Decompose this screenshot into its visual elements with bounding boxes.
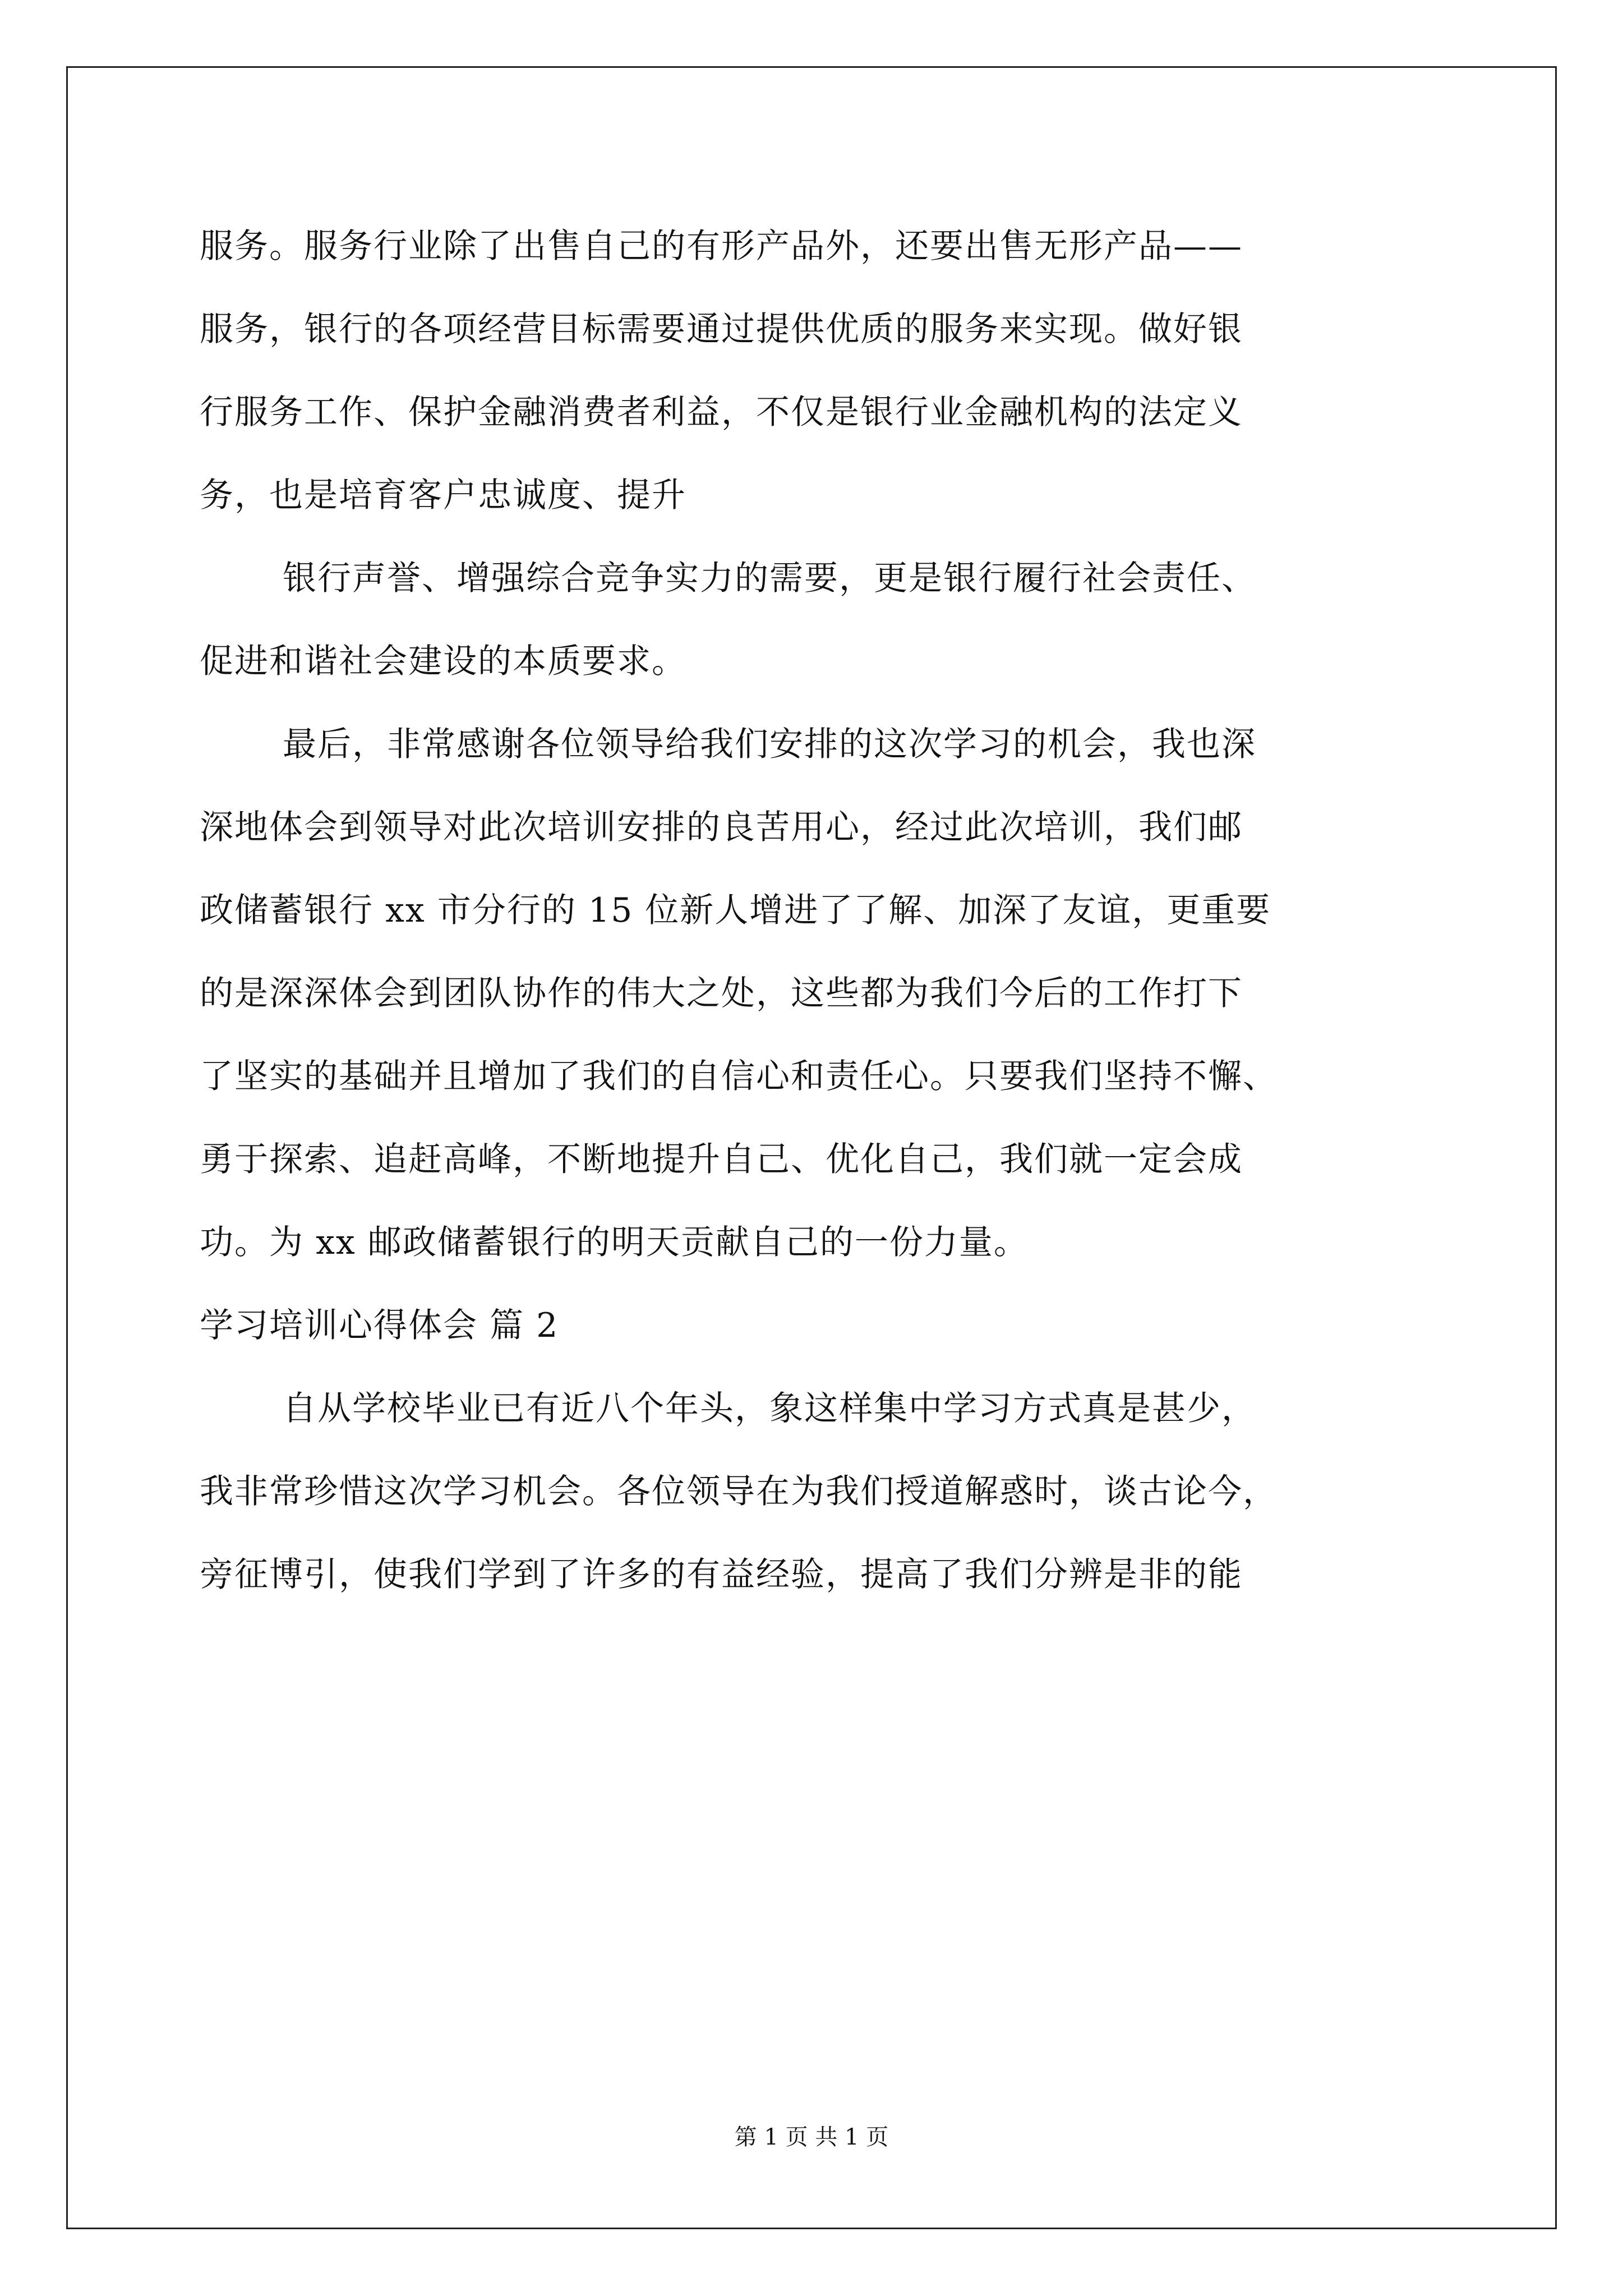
document-body xyxy=(200,205,1450,1616)
text-line: 深地体会到领导对此次培训安排的良苦用心，经过此次培训，我们邮 xyxy=(200,808,1243,847)
text-line: 的是深深体会到团队协作的伟大之处，这些都为我们今后的工作打下 xyxy=(200,974,1243,1013)
paragraph xyxy=(200,1367,1450,1616)
text-line: 促进和谐社会建设的本质要求。 xyxy=(200,642,686,681)
text-line: 行服务工作、保护金融消费者利益，不仅是银行业金融机构的法定义 xyxy=(200,393,1243,432)
text-line: 勇于探索、追赶高峰，不断地提升自己、优化自己，我们就一定会成 xyxy=(200,1140,1243,1179)
text-line: 最后，非常感谢各位领导给我们安排的这次学习的机会，我也深 xyxy=(283,725,1256,764)
text-line: 旁征博引，使我们学到了许多的有益经验，提高了我们分辨是非的能 xyxy=(200,1555,1243,1594)
text-line: 务，也是培育客户忠诚度、提升 xyxy=(200,476,686,515)
text-line: 了坚实的基础并且增加了我们的自信心和责任心。只要我们坚持不懈、 xyxy=(200,1057,1278,1096)
page-footer: 第 1 页 共 1 页 xyxy=(734,2124,889,2150)
section-heading: 学习培训心得体会 篇 2 xyxy=(200,1306,559,1345)
text-line: 服务。服务行业除了出售自己的有形产品外，还要出售无形产品—— xyxy=(200,227,1243,266)
text-line: 政储蓄银行 xx 市分行的 15 位新人增进了了解、加深了友谊，更重要 xyxy=(200,891,1271,930)
paragraph xyxy=(200,537,1450,703)
paragraph xyxy=(200,205,1450,537)
text-line: 我非常珍惜这次学习机会。各位领导在为我们授道解惑时，谈古论今， xyxy=(200,1472,1278,1511)
text-line: 功。为 xx 邮政储蓄银行的明天贡献自己的一份力量。 xyxy=(200,1223,1029,1262)
text-line: 服务，银行的各项经营目标需要通过提供优质的服务来实现。做好银 xyxy=(200,310,1243,349)
text-line: 银行声誉、增强综合竞争实力的需要，更是银行履行社会责任、 xyxy=(283,559,1256,598)
paragraph xyxy=(200,703,1450,1284)
text-line: 自从学校毕业已有近八个年头，象这样集中学习方式真是甚少， xyxy=(283,1389,1256,1428)
